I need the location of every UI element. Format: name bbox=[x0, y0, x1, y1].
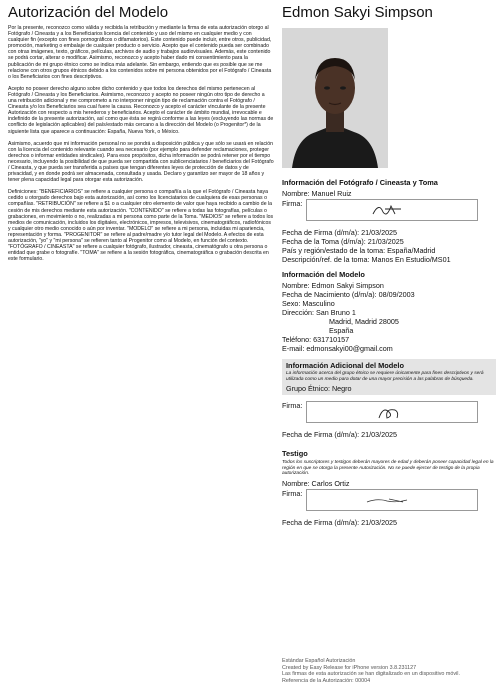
model-signature bbox=[306, 401, 478, 423]
footer-digitized-note: Las firmas de esta autorización se han digitalizado en un dispositivo móvil. bbox=[282, 671, 460, 678]
footer-standard: Estándar Español Autorización bbox=[282, 658, 356, 664]
model-dob: Fecha de Nacimiento (d/m/a): 08/09/2003 bbox=[282, 290, 415, 299]
firma-label: Firma: bbox=[282, 199, 303, 208]
photographer-name: Nombre: Manuel Ruiz bbox=[282, 189, 352, 198]
model-phone: Teléfono: 631710157 bbox=[282, 335, 350, 344]
model-photo bbox=[282, 28, 388, 168]
photographer-heading: Información del Fotógrafo / Cineasta y Toma bbox=[282, 178, 438, 187]
ethnic-group: Grupo Étnico: Negro bbox=[286, 384, 352, 394]
additional-info-hint: La información acerca del grupo étnico se requiere únicamente para fines descriptivos y será utilizada como un medio para dotar de una mayor precisión a las palabras de búsqueda. bbox=[286, 371, 484, 382]
model-address: Dirección: San Bruno 1 bbox=[282, 308, 356, 317]
model-name-header: Edmon Sakyi Simpson bbox=[282, 4, 433, 21]
legal-text bbox=[8, 25, 274, 262]
photographer-signature-row bbox=[282, 199, 496, 221]
legal-paragraph-2: Acepto no poseer derecho alguno sobre dicho contenido y que todos los derechos del mismo pertenecen al Fotógrafo / Cineasta y los Beneficiarios. Asimismo, reconozco y acepto no poseer ningún otro tipo de derecho a una retribución adicional y me comprometo a no interponer ningún tipo de reclamación contra el Fotógrafo / Cineasta y/o los Beneficiarios sea cual fuere la causa. Reconozco y acepto el carácter vinculante de la presente Autorización con respecto a mis herederos y beneficiarios. Acepto el carácter de ámbito mundial, irrevocable e indefinido de la presente autorización, así como que ésta se regirá conforme a las leyes (excluyendo las normas de conflicto de legislación aplicables) del país/estado más cercano a la dirección del Modelo (o Progenitor*) de la siguiente lista que aparece a continuación: España, Nueva York, o México. bbox=[8, 85, 274, 135]
model-name: Nombre: Edmon Sakyi Simpson bbox=[282, 281, 384, 290]
shoot-date: Fecha de la Toma (d/m/a): 21/03/2025 bbox=[282, 237, 404, 246]
witness-date-signed: Fecha de Firma (d/m/a): 21/03/2025 bbox=[282, 517, 398, 527]
witness-name: Nombre: Carlos Ortiz bbox=[282, 478, 350, 488]
document-footer bbox=[282, 658, 496, 684]
footer-reference: Referencia de la Autorización: 00004 bbox=[282, 677, 371, 684]
document-title: Autorización del Modelo bbox=[8, 4, 169, 21]
legal-paragraph-1: Por la presente, reconozco como válida y recibida la retribución y mediante la firma de esta autorización otorgo al Fotógrafo / Cineasta y a los Beneficiarios licencia del contenido y uso del mismo en cualquier medio y con cualquier fin (excepto con fines pornográficos o difamatorios). Este contenido puede incluir, entre otros, publicidad, promoción, marketing o embalaje de cualquier producto o servicio. Acepto que el contenido pueda ser combinado con otras imágenes, texto, gráficos, películas, archivos de audio y trabajos audiovisuales. Además, este contenido se podrá cortar, alterar o modificar. Asimismo, reconozco y acepto haber dado mi consentimiento para la publicación de mi grupo étnico como se indica más adelante. Sin embargo, entiendo que es posible que se me relacione con otros grupos étnicos debido a los contenidos sobre mi persona obtenidos por el Fotógrafo / Cineasta o los Beneficiarios con fines descriptivos. bbox=[8, 25, 272, 80]
witness-signature-row bbox=[282, 489, 496, 511]
footer-created-by: Created by Easy Release for iPhone version 3.8.231127 bbox=[282, 664, 417, 671]
firma-label: Firma: bbox=[282, 401, 303, 411]
model-sex: Sexo: Masculino bbox=[282, 299, 335, 308]
witness-signature bbox=[306, 489, 478, 511]
photographer-signature bbox=[306, 199, 478, 221]
model-signature-row bbox=[282, 401, 496, 423]
legal-column bbox=[8, 4, 274, 268]
additional-info-box bbox=[282, 359, 496, 395]
model-date-signed: Fecha de Firma (d/m/a): 21/03/2025 bbox=[282, 430, 398, 440]
additional-info-heading: Información Adicional del Modelo bbox=[286, 361, 404, 370]
witness-hint: Todos los suscriptores y testigos deberán mayores de edad y deberán poseer capacidad legal en la región en que se otorga la presente Autorización. No se puede ejercer de testigo de la propia autorización. bbox=[282, 460, 494, 477]
shoot-country: País y región/estado de la toma: España/Madrid bbox=[282, 246, 436, 255]
firma-label: Firma: bbox=[282, 488, 303, 498]
model-address-line2: Madrid, Madrid 28005 bbox=[329, 317, 399, 326]
witness-heading: Testigo bbox=[282, 449, 308, 459]
info-column bbox=[282, 4, 496, 527]
model-address-line3: España bbox=[329, 326, 354, 335]
legal-paragraph-3: Asimismo, acuerdo que mi información personal no se pondrá a disposición pública y que sólo se usará en relación con la licencia del contenido relevante cuando sea necesario (por ejemplo para defender reclamaciones, proteger derechos o informar entidades sindicales). Para esos propósitos, dicha información se podrá retener por el tiempo necesario, incluyendo la posibilidad de que pueda ser compartida con sublicenciatarios / beneficiarios del Fotógrafo / Cineasta, y que pueda ser transferida a países que tengan diferentes leyes de protección de datos y de privacidad, y en donde podrá ser almacenada, consultada y usada. Declaro y garantizo ser mayor de 18 años y tener plena capacidad legal para otorgar esta autorización. bbox=[8, 140, 274, 184]
shoot-description: Descripción/ref. de la toma: Manos En Estudio/MS01 bbox=[282, 255, 451, 264]
model-email: E-mail: edmonsakyi00@gmail.com bbox=[282, 344, 393, 353]
model-info-heading: Información del Modelo bbox=[282, 270, 365, 279]
photographer-date-signed: Fecha de Firma (d/m/a): 21/03/2025 bbox=[282, 228, 398, 237]
legal-paragraph-4: Definiciones: "BENEFICIARIOS" se refiere a cualquier persona o compañía a la que el Fotógrafo / Cineasta haya cedido u otorgado derechos bajo esta autorización, así como los licenciatarios de cualquiera de esas personas o compañías. "RETRIBUCIÓN" se refiere a $1 o a cualquier otro elemento de valor que haya recibido a cambio de la cesión de mis derechos mediante esta autorización. "CONTENIDO" se refiere a todas las fotografías, películas o grabaciones, en movimiento o no, realizadas a mi persona como parte de la Toma. "MEDIOS" se refiere a todos los medios de comunicación, incluidos los digitales, electrónicos, impresos, televisivos, cinematográficos, radiofónicos y cualquier otro medio conocido o aún por inventar. "MODELO" se refiere a mi persona, incluidas mi apariencia, representación y forma. "PROGENITOR" se refiere al padre/madre y/o tutor legal del Modelo. A efectos de esta autorización, "yo" y "mi persona" se refieren tanto al Progenitor como al Modelo, en función del contexto. "FOTÓGRAFO / CINEASTA" se refiere a cualquier fotógrafo, ilustrador, cineasta, cinematógrafo u otra persona o entidad que grabe o fotografíe. "TOMA" se refiere a la sesión fotográfica, cinematográfica o grabación descrita en este formulario. bbox=[8, 189, 274, 263]
